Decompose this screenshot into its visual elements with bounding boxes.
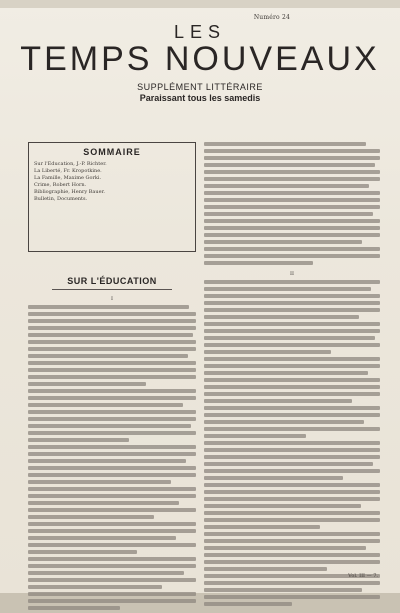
right-column	[204, 142, 380, 609]
sommaire-line: La Liberté, Fr. Kropotkine.	[34, 168, 102, 174]
issue-number: Numéro 24	[253, 14, 290, 21]
sommaire-line: Bibliographie, Henry Bauer.	[34, 189, 106, 195]
sommaire-line: Bulletin, Documents.	[34, 196, 88, 202]
sommaire-line: Crime, Robert Horn.	[34, 182, 87, 188]
heading-rule	[52, 289, 172, 290]
right-article-body-bottom	[204, 280, 380, 606]
masthead-title: TEMPS NOUVEAUX	[20, 40, 380, 78]
sommaire-line: La Famille, Maxime Gorki.	[34, 175, 102, 181]
masthead-les: LES	[173, 22, 227, 42]
sommaire-line: Sur l'Éducation, J.-P. Richter.	[34, 161, 107, 167]
right-article-body-top	[204, 142, 380, 265]
top-edge	[0, 0, 400, 8]
masthead	[0, 22, 400, 104]
section-numeral: II	[290, 271, 294, 277]
left-column	[28, 142, 196, 613]
masthead-parution: Paraissant tous les samedis	[139, 93, 261, 103]
page-footer: Vol. III — 7.	[348, 573, 378, 579]
sommaire-title: SOMMAIRE	[83, 147, 141, 157]
sommaire-box	[28, 142, 196, 252]
section-numeral: I	[111, 296, 113, 302]
article-heading: SUR L'ÉDUCATION	[67, 276, 157, 286]
left-article-body	[28, 305, 196, 610]
masthead-supplement: SUPPLÉMENT LITTÉRAIRE	[137, 82, 263, 92]
